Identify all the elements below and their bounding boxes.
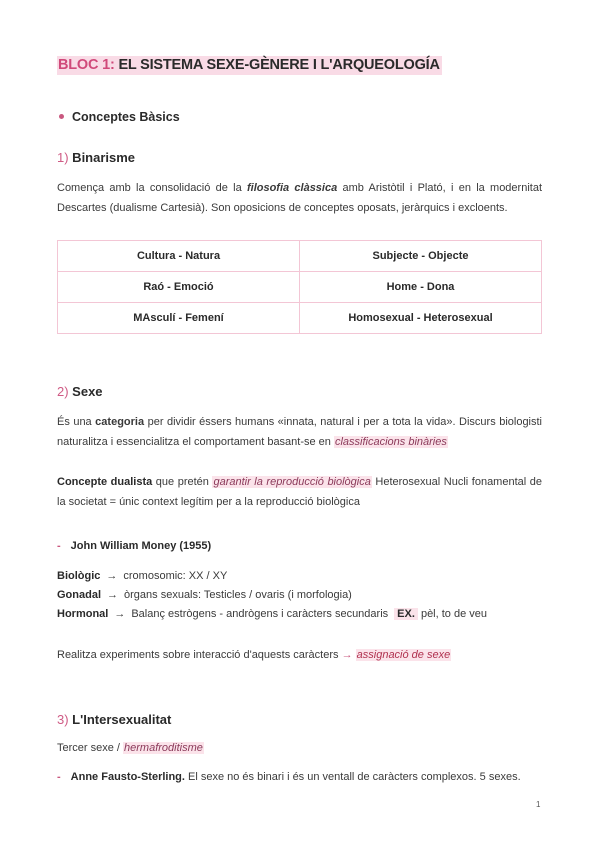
table-row <box>58 241 542 272</box>
bold-term: Concepte dualista <box>57 476 153 488</box>
section-number: 2) <box>57 384 69 399</box>
table-cell: Cultura - Natura <box>58 241 300 272</box>
sex-level-row <box>57 570 227 582</box>
bullet-heading <box>57 110 180 124</box>
arrow-right-icon: → <box>107 589 119 601</box>
bullet-dot-icon <box>59 114 64 119</box>
table-cell: Raó - Emoció <box>58 272 300 303</box>
highlight-term: garantir la reproducció biològica <box>213 476 371 488</box>
sex-level-label: Hormonal <box>57 608 109 620</box>
author-line-fausto-sterling <box>57 771 521 783</box>
dash-marker: - <box>57 540 61 552</box>
highlight-term: assignació de sexe <box>356 649 451 661</box>
section-heading-binarisme <box>57 150 135 165</box>
title-text: EL SISTEMA SEXE-GÈNERE I L'ARQUEOLOGÍA <box>114 57 440 73</box>
arrow-right-icon: → <box>106 570 118 582</box>
table-cell: MAsculí - Femení <box>58 303 300 334</box>
highlight-term: classificacions binàries <box>334 436 447 448</box>
sex-level-text: òrgans sexuals: Testicles / ovaris (i morfologia) <box>124 589 352 601</box>
page-title <box>57 56 442 75</box>
paragraph-binarisme <box>57 178 542 218</box>
section-number: 1) <box>57 150 69 165</box>
text-span: Realitza experiments sobre interacció d'aquests caràcters <box>57 649 342 661</box>
section-heading-intersexualitat <box>57 712 171 727</box>
sex-level-row <box>57 608 487 620</box>
text-span: Comença amb la consolidació de la <box>57 182 247 194</box>
section-heading-sexe <box>57 384 103 399</box>
text-span: És una <box>57 416 96 428</box>
arrow-right-icon: → <box>114 608 126 620</box>
dash-marker: - <box>57 771 61 783</box>
table-cell: Subjecte - Objecte <box>300 241 542 272</box>
example-text: pèl, to de veu <box>417 608 487 620</box>
bold-italic-term: filosofia clàssica <box>246 182 338 194</box>
text-span: Tercer sexe / <box>57 742 124 754</box>
text-span: que pretén <box>152 476 213 488</box>
title-bloc: BLOC 1: <box>58 57 115 73</box>
text-span: amb Aristòtil i Plató, i en la modernitat Descartes (dualisme Cartesià). Son oposicions de conceptes oposats, jeràrquics i excloents. <box>57 182 542 214</box>
author-line-money <box>57 540 211 552</box>
paragraph-sexe-2 <box>57 472 542 512</box>
sex-level-text: Balanç estrògens - andrògens i caràcters secundaris <box>131 608 389 620</box>
example-badge: EX. <box>394 608 418 620</box>
sex-level-label: Biològic <box>57 570 101 582</box>
sex-level-text: cromosomic: XX / XY <box>123 570 228 582</box>
page-number: 1 <box>536 800 541 809</box>
paragraph-intersexualitat <box>57 738 542 758</box>
author-description: El sexe no és binari i és un ventall de caràcters complexos. 5 sexes. <box>184 771 521 783</box>
binary-oppositions-table <box>57 240 542 334</box>
text-span: per dividir éssers humans «innata, natural i per a tota la vida». Discurs biologisti naturalitza i essencialitza el comportament basant-se en <box>57 416 542 448</box>
arrow-right-icon: → <box>341 649 353 661</box>
paragraph-sexe-1 <box>57 412 542 452</box>
author-name: Anne Fausto-Sterling. <box>70 771 185 783</box>
sex-level-label: Gonadal <box>57 589 102 601</box>
section-number: 3) <box>57 712 69 727</box>
table-row <box>58 303 542 334</box>
table-cell: Home - Dona <box>300 272 542 303</box>
sex-level-row <box>57 589 352 601</box>
text-span: Heterosexual Nucli fonamental de la societat = únic context legítim per a la reproducció biològica <box>57 476 542 508</box>
author-name: John William Money (1955) <box>70 540 212 552</box>
highlight-term: hermafroditisme <box>124 742 203 754</box>
bold-term: categoria <box>95 416 145 428</box>
section-title: Sexe <box>68 384 103 399</box>
paragraph-sexe-3 <box>57 645 542 665</box>
table-cell: Homosexual - Heterosexual <box>300 303 542 334</box>
table-row <box>58 272 542 303</box>
section-title: Binarisme <box>68 150 136 165</box>
section-title: L'Intersexualitat <box>68 712 172 727</box>
bullet-heading-text: Conceptes Bàsics <box>72 110 180 124</box>
